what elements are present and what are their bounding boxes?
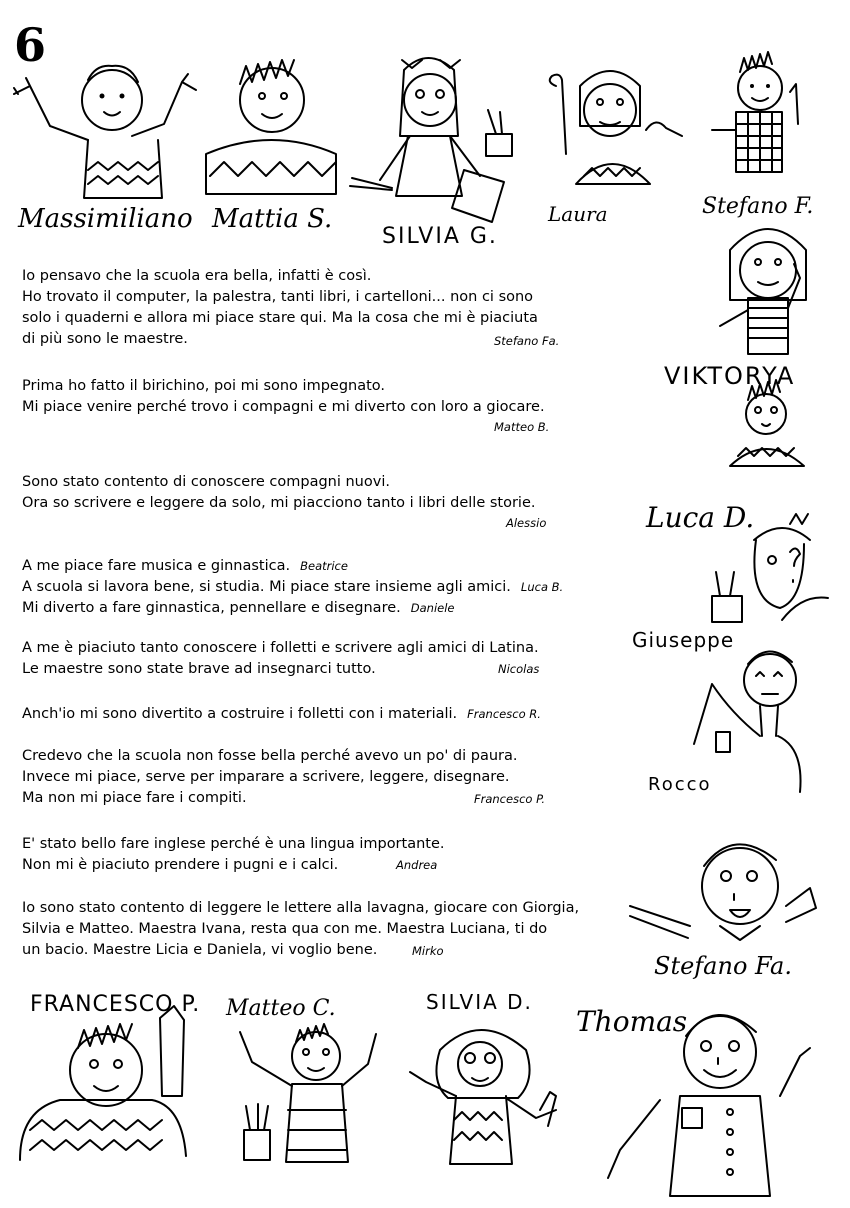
entry-line: Non mi è piaciuto prendere i pugni e i calci. <box>22 857 339 873</box>
entry-francesco-p <box>22 746 622 809</box>
drawing-stefano-fa <box>630 844 816 940</box>
entry-andrea <box>22 834 622 876</box>
entry-mirko <box>22 898 622 961</box>
name-stefano-f: Stefano F. <box>702 194 814 219</box>
name-thomas: Thomas <box>576 1005 688 1038</box>
entry-author: Beatrice <box>300 559 348 573</box>
entry-line <box>22 577 622 598</box>
drawing-luca-d <box>730 380 804 466</box>
name-matteo-c: Matteo C. <box>226 996 336 1021</box>
name-mattia-s: Mattia S. <box>212 204 333 234</box>
drawing-thomas <box>608 1015 810 1196</box>
entry-group-beatrice-luca-daniele <box>22 556 622 619</box>
entry-stefano-fa <box>22 266 622 350</box>
entry-line-text: A scuola si lavora bene, si studia. Mi piace stare insieme agli amici. <box>22 579 511 595</box>
entry-line <box>22 556 622 577</box>
entry-author: Mirko <box>412 944 444 958</box>
entry-line: Prima ho fatto il birichino, poi mi sono impegnato. <box>22 378 386 394</box>
drawing-francesco-p <box>20 1006 186 1160</box>
entry-line-text: A me piace fare musica e ginnastica. <box>22 558 291 574</box>
page-number: 6 <box>14 18 47 72</box>
entry-line <box>22 598 622 619</box>
entry-line: Silvia e Matteo. Maestra Ivana, resta qua con me. Maestra Luciana, ti do <box>22 921 548 937</box>
entry-author: Alessio <box>506 516 547 530</box>
entry-francesco-r <box>22 704 622 725</box>
entry-line: E' stato bello fare inglese perché è una lingua importante. <box>22 836 445 852</box>
entry-matteo-b <box>22 376 622 434</box>
name-rocco: Rocco <box>648 774 712 795</box>
entry-author: Luca B. <box>520 580 564 594</box>
entry-line: Mi piace venire perché trovo i compagni e mi diverto con loro a giocare. <box>22 399 545 415</box>
entry-author: Matteo B. <box>494 420 550 434</box>
name-viktorya: VIKTORYA <box>664 362 796 390</box>
entry-line: Ora so scrivere e leggere da solo, mi piacciono tanto i libri delle storie. <box>22 495 536 511</box>
name-silvia-g: SILVIA G. <box>382 224 498 249</box>
name-stefano-fa: Stefano Fa. <box>654 952 792 980</box>
drawing-silvia-d <box>410 1030 556 1164</box>
entry-line: Credevo che la scuola non fosse bella perché avevo un po' di paura. <box>22 748 518 764</box>
name-massimiliano: Massimiliano <box>18 204 193 234</box>
drawing-rocco <box>694 651 801 792</box>
entry-alessio <box>22 472 622 530</box>
drawing-mattia <box>206 60 336 194</box>
entry-line: Io sono stato contento di leggere le lettere alla lavagna, giocare con Giorgia, <box>22 900 580 916</box>
entry-author: Nicolas <box>498 662 540 676</box>
entry-line: A me è piaciuto tanto conoscere i folletti e scrivere agli amici di Latina. <box>22 640 539 656</box>
entry-line: Invece mi piace, serve per imparare a scrivere, leggere, disegnare. <box>22 769 510 785</box>
entry-line: Sono stato contento di conoscere compagni nuovi. <box>22 474 390 490</box>
entry-line: solo i quaderni e allora mi piace stare qui. Ma la cosa che mi è piaciuta <box>22 310 538 326</box>
drawing-massimiliano <box>14 66 196 198</box>
name-francesco-p: FRANCESCO P. <box>30 992 201 1017</box>
entry-line: un bacio. Maestre Licia e Daniela, vi voglio bene. <box>22 942 378 958</box>
entry-nicolas <box>22 638 622 680</box>
entry-line: Io pensavo che la scuola era bella, infatti è così. <box>22 268 372 284</box>
entry-line: Ho trovato il computer, la palestra, tanti libri, i cartelloni... non ci sono <box>22 289 534 305</box>
entry-line: Ma non mi piace fare i compiti. <box>22 790 247 806</box>
entry-line-text: Mi diverto a fare ginnastica, pennellare e disegnare. <box>22 600 401 616</box>
name-giuseppe: Giuseppe <box>632 628 735 652</box>
drawing-viktorya <box>720 229 806 354</box>
entry-author: Stefano Fa. <box>494 334 560 348</box>
entry-author: Francesco P. <box>474 792 546 806</box>
drawing-matteo-c <box>240 1024 376 1162</box>
name-laura: Laura <box>548 202 608 226</box>
drawing-laura <box>550 71 682 184</box>
name-luca-d: Luca D. <box>646 501 755 534</box>
entry-line: di più sono le maestre. <box>22 331 188 347</box>
entry-line-text: Anch'io mi sono divertito a costruire i folletti con i materiali. <box>22 706 458 722</box>
entry-line: Le maestre sono state brave ad insegnarci tutto. <box>22 661 376 677</box>
drawing-silvia-g <box>350 58 512 222</box>
entry-author: Andrea <box>396 858 438 872</box>
name-silvia-d: SILVIA D. <box>426 990 533 1014</box>
entry-line <box>22 704 622 725</box>
drawing-stefano-f <box>712 52 798 172</box>
entry-author: Daniele <box>410 601 455 615</box>
entry-author: Francesco R. <box>467 707 541 721</box>
